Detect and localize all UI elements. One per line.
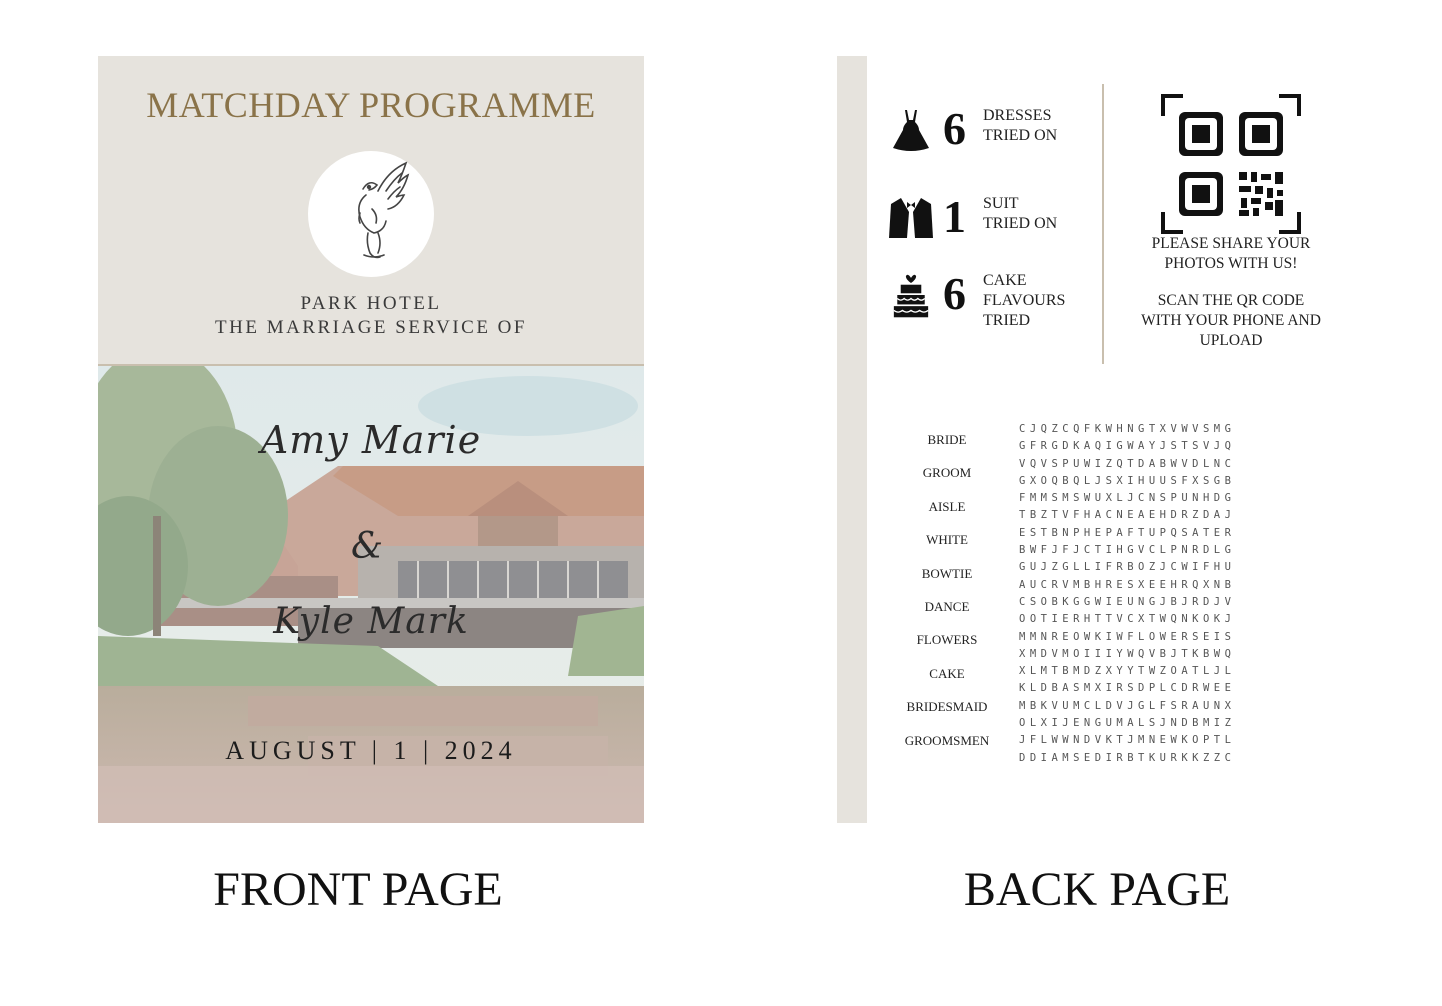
wordsearch-word: BRIDESMAID	[906, 699, 988, 715]
wordsearch-row: AUCRVMBHRESXEEHRQXNB	[1019, 578, 1236, 591]
wordsearch-row: MMNREOWKIWFLOWERSEIS	[1019, 630, 1236, 643]
stat-label-line: TRIED ON	[983, 127, 1058, 144]
stat-number: 6	[943, 103, 966, 154]
wordsearch-word-list	[887, 432, 1007, 766]
back-page-strip	[837, 56, 867, 823]
wordsearch-row: OLXIJENGUMALSJNDBMIZ	[1019, 717, 1236, 730]
tuxedo-icon	[887, 194, 935, 242]
wordsearch-row: GXOQBQLJSXIHUUSFXSGB	[1019, 474, 1236, 487]
cake-icon	[887, 271, 935, 319]
wordsearch-row: BWFJFJCTIHGVCLPNRDLG	[1019, 544, 1236, 557]
bride-name: Amy Marie	[260, 418, 482, 462]
wordsearch-row: GUJZGLLIFRBOZJCWIFHU	[1019, 561, 1236, 574]
stat-label	[983, 106, 1057, 146]
divider	[1102, 84, 1104, 364]
wordsearch-row: GFRGDKAQIGWAYJSTSVJQ	[1019, 440, 1236, 453]
wordsearch-word: FLOWERS	[916, 632, 978, 648]
share-instructions	[1122, 234, 1340, 351]
stat-number: 1	[943, 191, 966, 242]
venue-line-1: PARK HOTEL	[300, 293, 442, 314]
wordsearch-word: WHITE	[926, 532, 968, 548]
wordsearch-word: BOWTIE	[921, 565, 973, 581]
stat-label	[983, 194, 1057, 234]
wordsearch-row: KLDBASMXIRSDPLCDRWEE	[1019, 682, 1236, 695]
stat-label-line: CAKE	[983, 272, 1027, 289]
ampersand: &	[350, 526, 384, 567]
wordsearch-row: VQVSPUWIZQTDABWVDLNC	[1019, 457, 1236, 470]
stat-number: 6	[943, 268, 966, 319]
wordsearch-word: BRIDE	[927, 432, 967, 447]
venue-text	[98, 292, 644, 340]
share-line: PHOTOS WITH US!	[1164, 255, 1298, 272]
wordsearch-word: GROOMSMEN	[904, 732, 990, 748]
programme-title: MATCHDAY PROGRAMME	[146, 85, 596, 125]
share-line: WITH YOUR PHONE AND	[1141, 312, 1321, 329]
wordsearch-row: OOTIERHTTVCXTWQNKOKJ	[1019, 613, 1236, 626]
wordsearch-row: CSOBKGGWIEUNGJBJRDJV	[1019, 595, 1236, 608]
front-page	[98, 56, 644, 823]
wordsearch-row: DDIAMSEDIRBTKURKKZZC	[1019, 751, 1236, 764]
stat-label	[983, 271, 1065, 331]
wordsearch-row: CJQZCQFKWHNGTXVWVSMG	[1019, 423, 1236, 435]
spacer	[1122, 274, 1340, 291]
groom-name: Kyle Mark	[273, 601, 469, 642]
stat-label-line: SUIT	[983, 195, 1019, 212]
wordsearch-grid	[1019, 421, 1235, 767]
liverbird-crest-icon	[308, 151, 434, 277]
front-page-caption: FRONT PAGE	[213, 863, 503, 916]
wordsearch-word: CAKE	[929, 665, 965, 681]
wordsearch-word: DANCE	[924, 598, 970, 614]
share-line: UPLOAD	[1199, 332, 1263, 349]
wordsearch-word: AISLE	[928, 498, 966, 514]
wordsearch-row: JFLWWNDVKTJMNEWKOPTL	[1019, 734, 1236, 747]
wordsearch-row: MBKVUMCLDVJGLFSRAUNX	[1019, 699, 1236, 712]
back-page-caption: BACK PAGE	[963, 863, 1231, 916]
wordsearch-row: ESTBNPHEPAFTUPQSATER	[1019, 526, 1236, 539]
venue-line-2: THE MARRIAGE SERVICE OF	[215, 317, 527, 338]
stat-label-line: TRIED	[983, 312, 1031, 329]
stat-label-line: TRIED ON	[983, 215, 1058, 232]
share-line: PLEASE SHARE YOUR	[1151, 235, 1311, 252]
wordsearch-word: GROOM	[922, 465, 972, 481]
front-header	[98, 56, 644, 366]
wordsearch-row: XMDVMOIIIYWQVBJTKBWQ	[1019, 647, 1236, 660]
wedding-date: AUGUST | 1 | 2024	[225, 736, 517, 765]
dress-icon	[887, 106, 935, 154]
qr-code-icon[interactable]	[1161, 94, 1301, 234]
share-line: SCAN THE QR CODE	[1157, 292, 1305, 309]
wordsearch-row: FMMSMSWUXLJCNSPUNHDG	[1019, 492, 1236, 505]
back-page	[837, 56, 1377, 823]
wordsearch-row: XLMTBMDZXYYTWZOATLJL	[1019, 665, 1236, 678]
wordsearch-row: TBZTVFHACNEAEHDRZDAJ	[1019, 509, 1236, 522]
stat-label-line: DRESSES	[983, 107, 1052, 124]
stat-label-line: FLAVOURS	[983, 292, 1066, 309]
